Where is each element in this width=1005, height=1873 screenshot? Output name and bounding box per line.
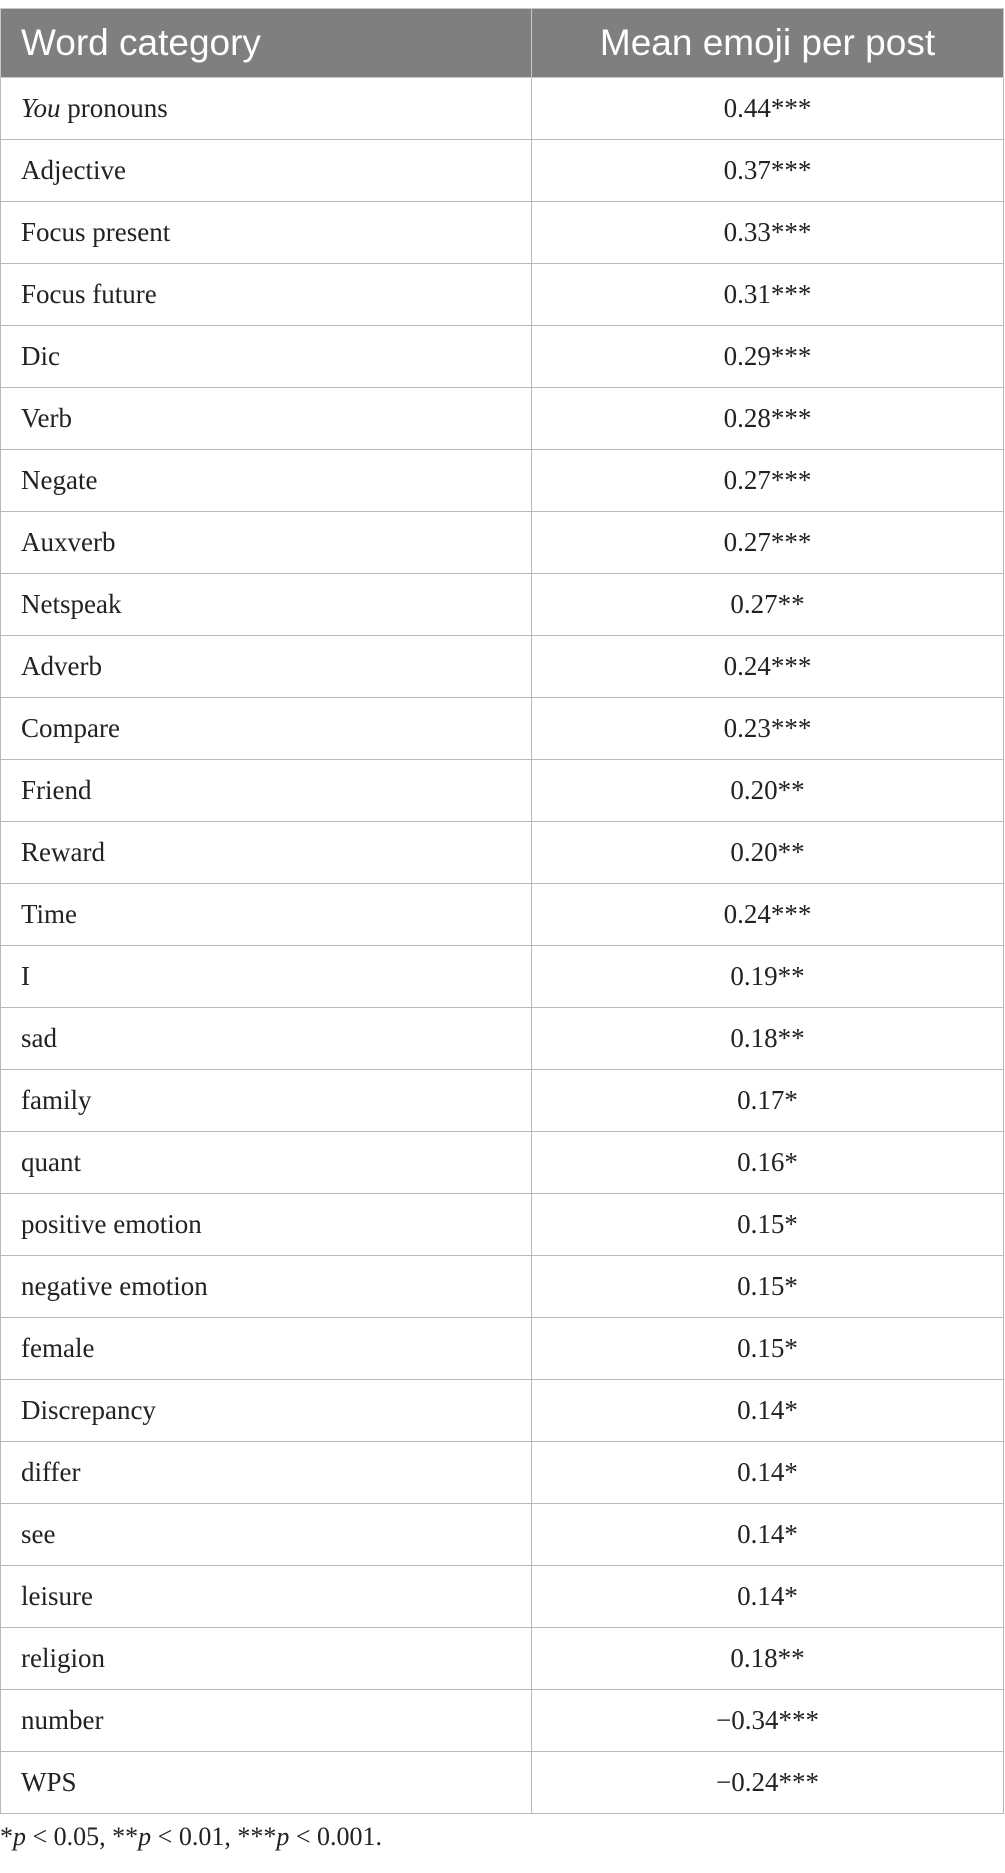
table-row xyxy=(1,1318,1004,1380)
table-header-row xyxy=(1,9,1004,78)
word-category-text: family xyxy=(21,1085,92,1115)
word-category-text: quant xyxy=(21,1147,81,1177)
table-row xyxy=(1,1008,1004,1070)
table-row xyxy=(1,760,1004,822)
mean-emoji-cell: 0.14* xyxy=(532,1380,1004,1442)
word-category-cell xyxy=(1,140,532,202)
word-category-cell xyxy=(1,1566,532,1628)
table-row xyxy=(1,1256,1004,1318)
table-body xyxy=(1,78,1004,1814)
word-category-text: Auxverb xyxy=(21,527,116,557)
word-category-text: female xyxy=(21,1333,95,1363)
mean-emoji-cell: −0.34*** xyxy=(532,1690,1004,1752)
word-category-cell xyxy=(1,1070,532,1132)
header-mean-emoji: Mean emoji per post xyxy=(532,9,1004,78)
word-category-text: Dic xyxy=(21,341,60,371)
word-category-cell xyxy=(1,78,532,140)
mean-emoji-cell: 0.14* xyxy=(532,1442,1004,1504)
mean-emoji-cell: 0.15* xyxy=(532,1318,1004,1380)
word-category-text: Verb xyxy=(21,403,72,433)
table-row xyxy=(1,450,1004,512)
table-row xyxy=(1,884,1004,946)
word-category-cell xyxy=(1,1132,532,1194)
footnote-part: p xyxy=(276,1822,290,1851)
word-category-cell xyxy=(1,946,532,1008)
mean-emoji-cell: 0.23*** xyxy=(532,698,1004,760)
table-row xyxy=(1,264,1004,326)
word-category-cell xyxy=(1,450,532,512)
word-category-cell xyxy=(1,388,532,450)
word-category-text: Time xyxy=(21,899,78,929)
word-category-cell xyxy=(1,884,532,946)
word-category-text: Adverb xyxy=(21,651,102,681)
word-category-cell xyxy=(1,326,532,388)
mean-emoji-cell: 0.44*** xyxy=(532,78,1004,140)
mean-emoji-cell: 0.20** xyxy=(532,822,1004,884)
word-category-cell xyxy=(1,1380,532,1442)
mean-emoji-cell: 0.15* xyxy=(532,1194,1004,1256)
word-category-text: leisure xyxy=(21,1581,93,1611)
table-row xyxy=(1,822,1004,884)
table-row xyxy=(1,698,1004,760)
mean-emoji-cell: 0.15* xyxy=(532,1256,1004,1318)
word-category-text: positive emotion xyxy=(21,1209,202,1239)
word-category-cell xyxy=(1,636,532,698)
mean-emoji-cell: 0.27*** xyxy=(532,512,1004,574)
mean-emoji-cell: 0.16* xyxy=(532,1132,1004,1194)
mean-emoji-cell: 0.14* xyxy=(532,1504,1004,1566)
table-row xyxy=(1,1380,1004,1442)
mean-emoji-cell: 0.28*** xyxy=(532,388,1004,450)
mean-emoji-cell: 0.24*** xyxy=(532,636,1004,698)
word-category-text: sad xyxy=(21,1023,57,1053)
word-category-cell xyxy=(1,1442,532,1504)
mean-emoji-cell: 0.24*** xyxy=(532,884,1004,946)
mean-emoji-cell: 0.33*** xyxy=(532,202,1004,264)
word-category-cell xyxy=(1,1194,532,1256)
word-category-text: Negate xyxy=(21,465,98,495)
table-row xyxy=(1,1752,1004,1814)
word-category-text: WPS xyxy=(21,1767,77,1797)
mean-emoji-cell: 0.20** xyxy=(532,760,1004,822)
word-category-cell xyxy=(1,1628,532,1690)
word-category-cell xyxy=(1,1504,532,1566)
word-category-text: see xyxy=(21,1519,56,1549)
footnote-part: < 0.01, *** xyxy=(151,1822,277,1851)
table-row xyxy=(1,512,1004,574)
word-category-cell xyxy=(1,1752,532,1814)
table-row xyxy=(1,388,1004,450)
word-category-cell xyxy=(1,512,532,574)
table-row xyxy=(1,326,1004,388)
mean-emoji-cell: 0.17* xyxy=(532,1070,1004,1132)
word-category-text: pronouns xyxy=(60,93,168,123)
mean-emoji-cell: 0.29*** xyxy=(532,326,1004,388)
word-category-cell xyxy=(1,698,532,760)
table-row xyxy=(1,574,1004,636)
word-category-text: negative emotion xyxy=(21,1271,208,1301)
footnote-part: < 0.001. xyxy=(289,1822,383,1851)
mean-emoji-cell: 0.18** xyxy=(532,1008,1004,1070)
word-category-cell xyxy=(1,1256,532,1318)
table-row xyxy=(1,946,1004,1008)
table-row xyxy=(1,202,1004,264)
table-row xyxy=(1,1628,1004,1690)
mean-emoji-cell: 0.27** xyxy=(532,574,1004,636)
mean-emoji-cell: 0.27*** xyxy=(532,450,1004,512)
footnote-part: p xyxy=(138,1822,152,1851)
word-category-text: Focus present xyxy=(21,217,171,247)
footnote-part: p xyxy=(13,1822,26,1851)
word-category-cell xyxy=(1,1690,532,1752)
word-category-text: Discrepancy xyxy=(21,1395,156,1425)
mean-emoji-cell: −0.24*** xyxy=(532,1752,1004,1814)
data-table-container xyxy=(0,8,1003,1814)
word-category-text: Compare xyxy=(21,713,120,743)
word-category-cell xyxy=(1,822,532,884)
mean-emoji-cell: 0.37*** xyxy=(532,140,1004,202)
word-category-text: differ xyxy=(21,1457,81,1487)
word-category-cell xyxy=(1,202,532,264)
footnote-part: * xyxy=(0,1822,13,1851)
table-row xyxy=(1,78,1004,140)
table-row xyxy=(1,1194,1004,1256)
significance-footnote xyxy=(0,1822,382,1852)
word-category-cell xyxy=(1,574,532,636)
table-row xyxy=(1,636,1004,698)
table-row xyxy=(1,1504,1004,1566)
footnote-part: < 0.05, ** xyxy=(26,1822,139,1851)
word-category-cell xyxy=(1,264,532,326)
word-category-text: number xyxy=(21,1705,104,1735)
word-category-italic: You xyxy=(21,93,61,123)
table-row xyxy=(1,1566,1004,1628)
mean-emoji-cell: 0.19** xyxy=(532,946,1004,1008)
mean-emoji-cell: 0.31*** xyxy=(532,264,1004,326)
word-category-text: religion xyxy=(21,1643,105,1673)
table-row xyxy=(1,140,1004,202)
header-word-category: Word category xyxy=(1,9,532,78)
word-category-text: Focus future xyxy=(21,279,157,309)
mean-emoji-cell: 0.14* xyxy=(532,1566,1004,1628)
word-category-text: I xyxy=(21,961,30,991)
table-row xyxy=(1,1070,1004,1132)
word-category-text: Friend xyxy=(21,775,92,805)
table-row xyxy=(1,1442,1004,1504)
word-category-text: Adjective xyxy=(21,155,126,185)
word-category-table xyxy=(0,8,1004,1814)
word-category-cell xyxy=(1,1008,532,1070)
word-category-text: Reward xyxy=(21,837,105,867)
table-row xyxy=(1,1690,1004,1752)
word-category-cell xyxy=(1,1318,532,1380)
word-category-text: Netspeak xyxy=(21,589,122,619)
word-category-cell xyxy=(1,760,532,822)
mean-emoji-cell: 0.18** xyxy=(532,1628,1004,1690)
table-row xyxy=(1,1132,1004,1194)
